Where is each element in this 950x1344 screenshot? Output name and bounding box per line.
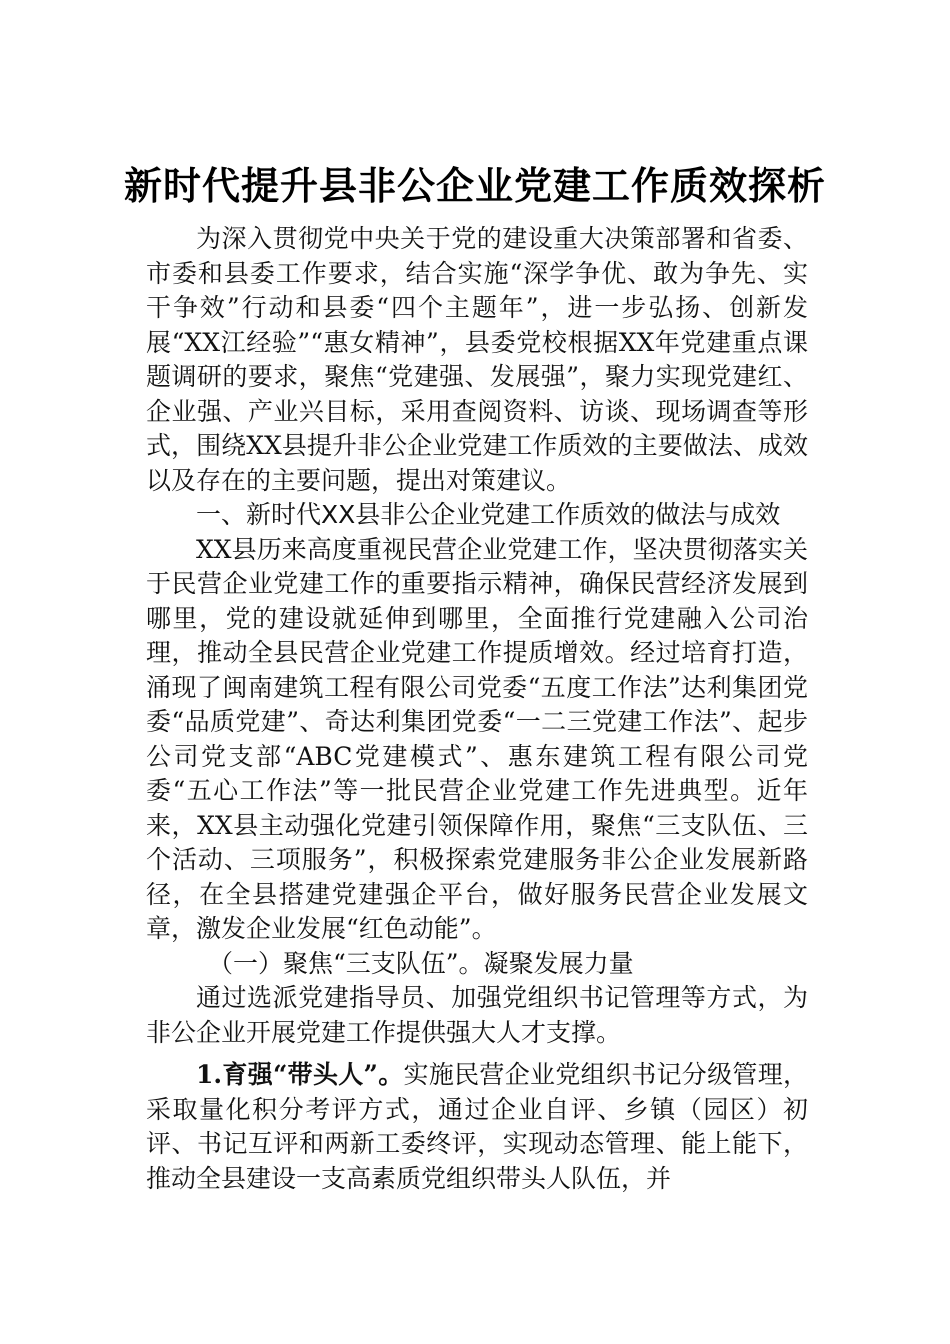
list-item-lead: 1.育强“带头人”。: [196, 1060, 404, 1089]
document-body: [146, 222, 808, 1196]
document-title: 新时代提升县非公企业党建工作质效探析: [123, 163, 826, 208]
list-item-text: 实施民营企业党组织书记分级管理，采取量化积分考评方式，通过企业自评、乡镇（园区）初评、书记互评和两新工委终评，实现动态管理、能上能下，推动全县建设一支高素质党组织带头人队伍，并: [146, 1060, 808, 1193]
intro-paragraph: 为深入贯彻党中央关于党的建设重大决策部署和省委、市委和县委工作要求，结合实施“深学争优、敢为争先、实干争效”行动和县委“四个主题年”，进一步弘扬、创新发展“XX江经验”“惠女精神”，县委党校根据XX年党建重点课题调研的要求，聚焦“党建强、发展强”，聚力实现党建红、企业强、产业兴目标，采用查阅资料、访谈、现场调查等形式，围绕XX县提升非公企业党建工作质效的主要做法、成效以及存在的主要问题，提出对策建议。: [146, 224, 808, 495]
list-item-paragraph: [146, 1058, 808, 1196]
subsection-paragraph: 通过选派党建指导员、加强党组织书记管理等方式，为非公企业开展党建工作提供强大人才支撑。: [146, 983, 808, 1047]
section-heading: 一、新时代XX县非公企业党建工作质效的做法与成效: [196, 500, 781, 529]
section-paragraph: XX县历来高度重视民营企业党建工作，坚决贯彻落实关于民营企业党建工作的重要指示精神，确保民营经济发展到哪里，党的建设就延伸到哪里，全面推行党建融入公司治理，推动全县民营企业党建工作提质增效。经过培育打造，涌现了闽南建筑工程有限公司党委“五度工作法”达利集团党委“品质党建”、奇达利集团党委“一二三党建工作法”、起步公司党支部“ABC党建模式”、惠东建筑工程有限公司党委“五心工作法”等一批民营企业党建工作先进典型。近年来，XX县主动强化党建引领保障作用，聚焦“三支队伍、三个活动、三项服务”，积极探索党建服务非公企业发展新路径，在全县搭建党建强企平台，做好服务民营企业发展文章，激发企业发展“红色动能”。: [146, 534, 808, 943]
subsection-heading: （一）聚焦“三支队伍”。凝聚发展力量: [208, 948, 634, 978]
paragraph-spacer: [146, 1050, 808, 1058]
